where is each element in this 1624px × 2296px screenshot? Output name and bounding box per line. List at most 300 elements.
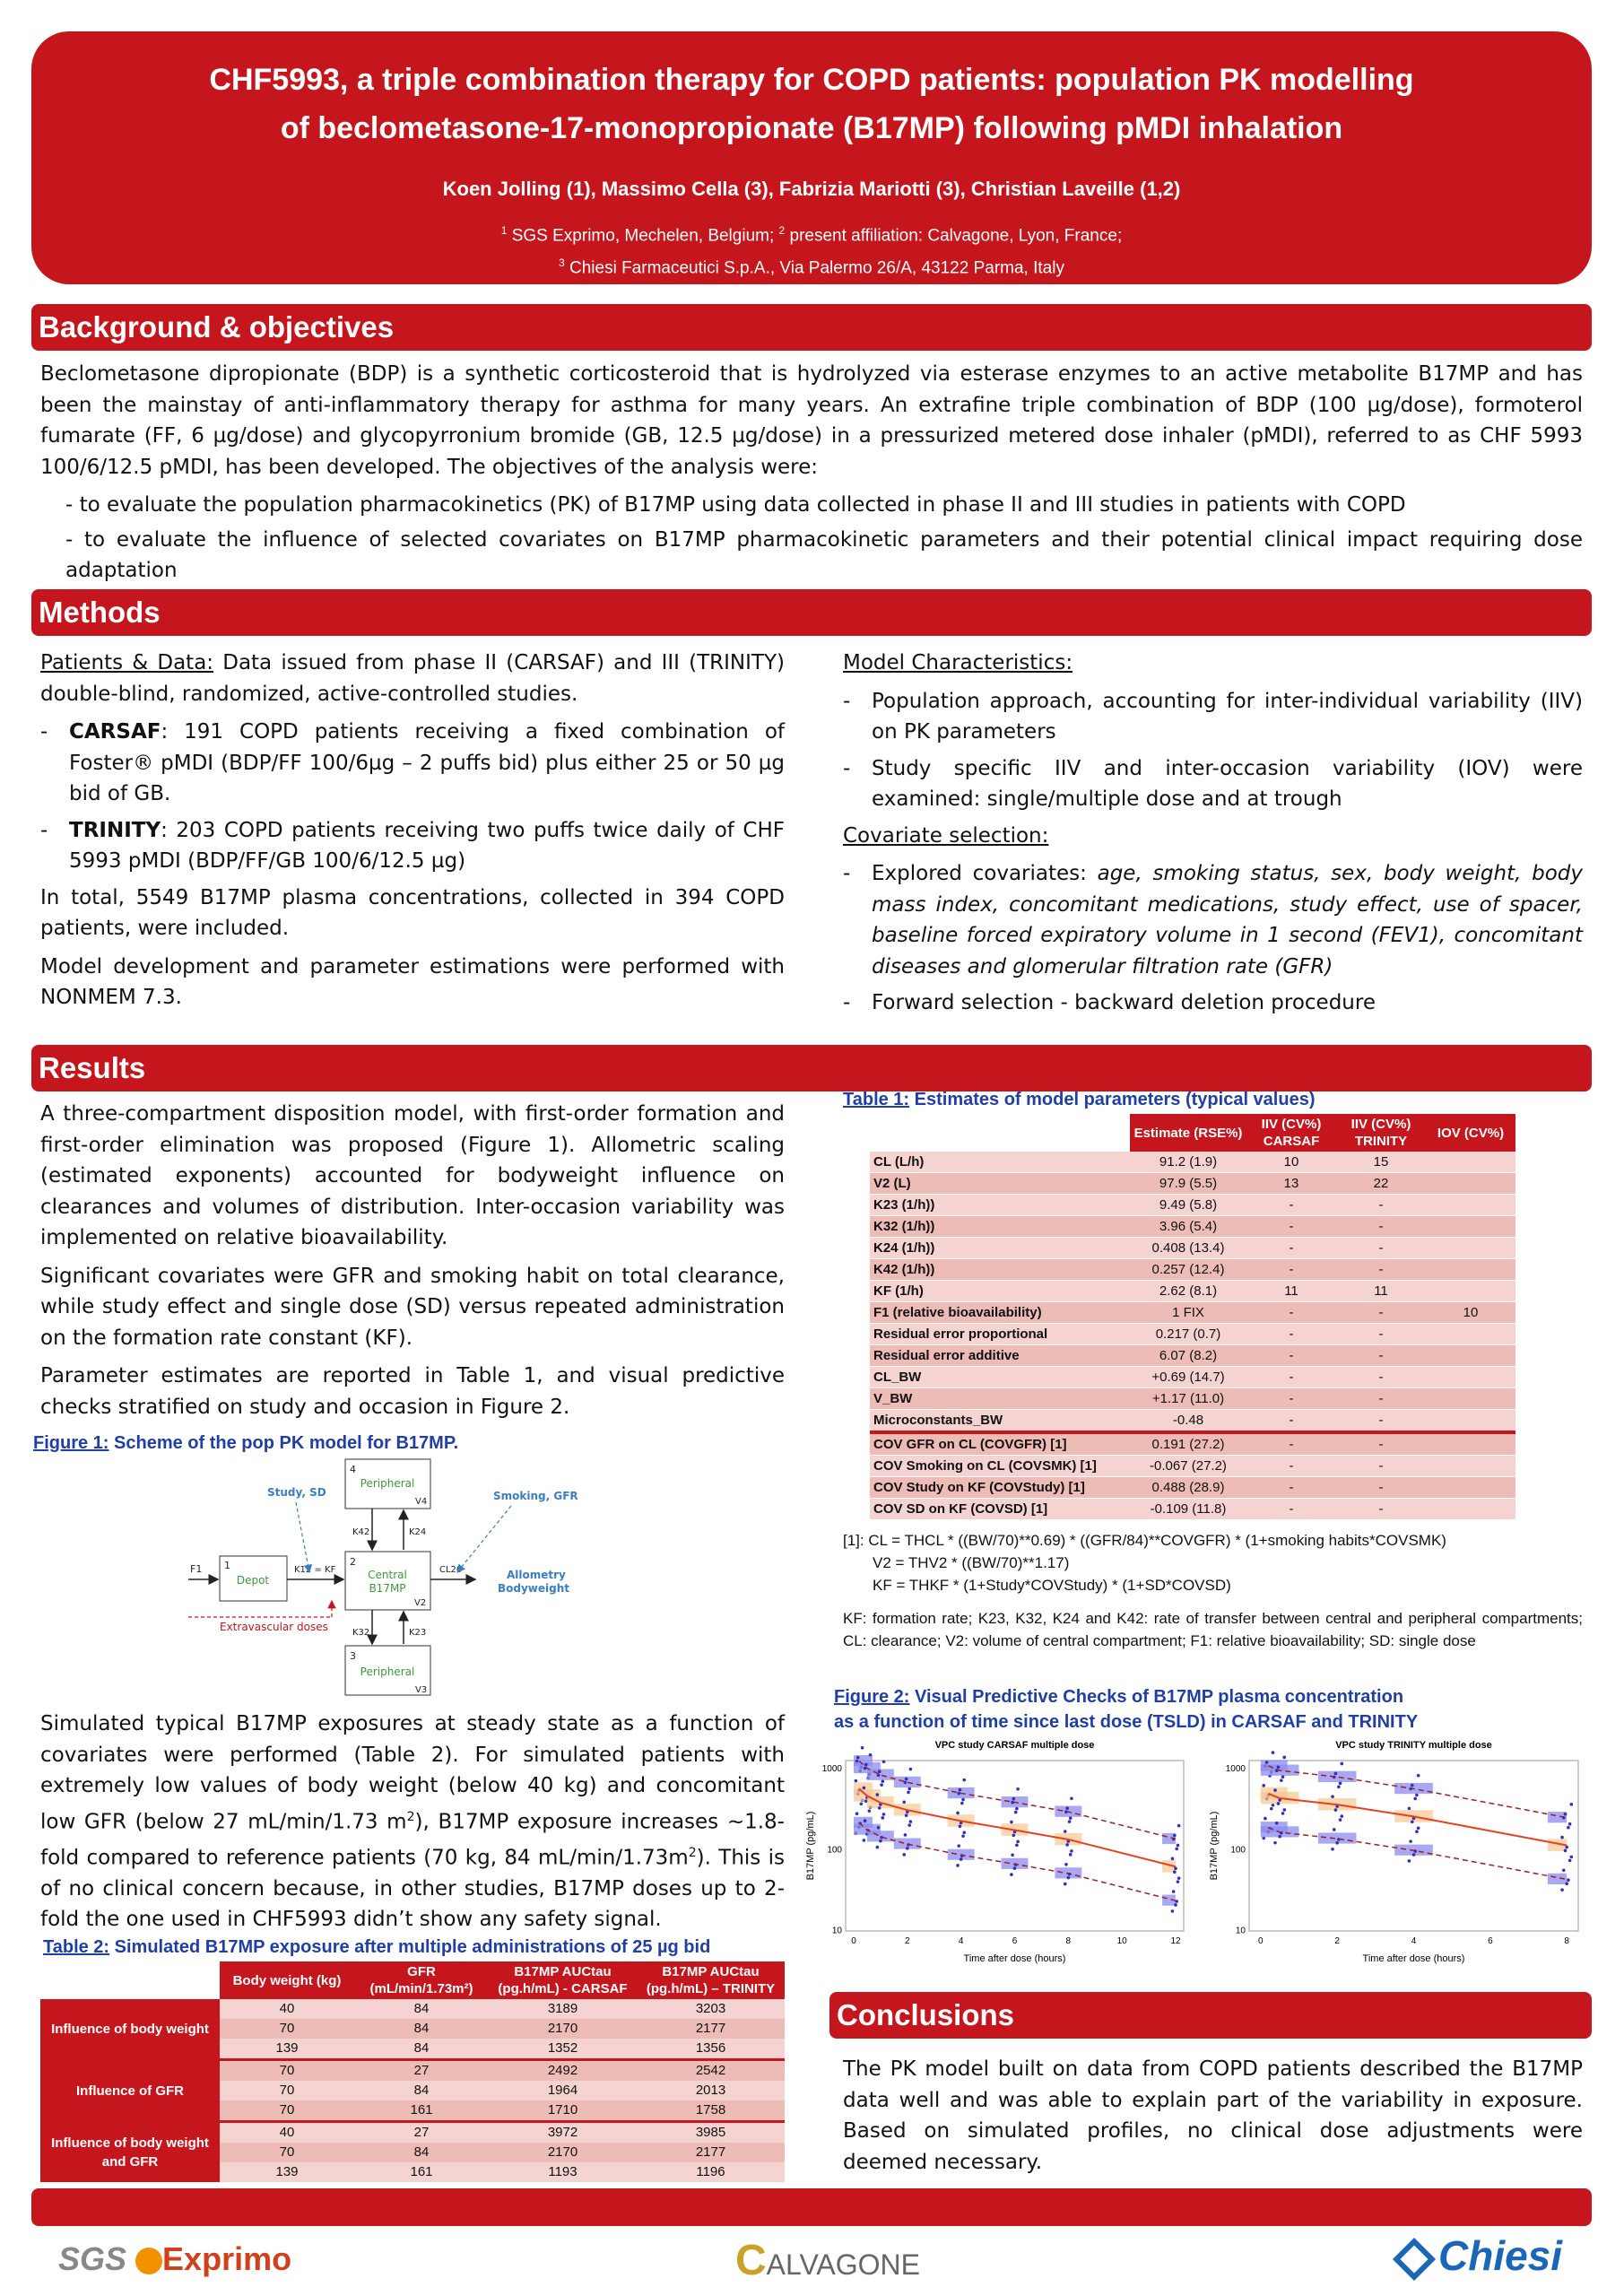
figure1-diagram bbox=[188, 1457, 601, 1700]
table1-cell bbox=[1426, 1388, 1515, 1410]
k23-label: K23 bbox=[409, 1628, 427, 1638]
vpc-observation-point bbox=[1417, 1826, 1420, 1830]
vpc-observation-point bbox=[957, 1792, 960, 1796]
background-heading-bar bbox=[31, 304, 1592, 351]
table1-cell: 0.257 (12.4) bbox=[1130, 1259, 1246, 1281]
table1-row bbox=[870, 1259, 1515, 1281]
results-heading-bar bbox=[31, 1045, 1592, 1091]
table1-cell: COV SD on KF (COVSD) [1] bbox=[870, 1499, 1130, 1520]
calvagone-logo: CALVAGONE bbox=[735, 2237, 920, 2284]
poster-header bbox=[31, 31, 1592, 284]
t2-header: B17MP AUCtau (pg.h/mL) – TRINITY bbox=[637, 1961, 785, 1999]
table1-cell: 22 bbox=[1336, 1173, 1426, 1195]
poster-title: CHF5993, a triple combination therapy for COPD patients: population PK modelling of beclometasone-17-monopropionate (B17MP) following pMDI inhalation bbox=[209, 63, 1414, 145]
table2-cell: 1352 bbox=[489, 2039, 637, 2060]
vpc-upper-band bbox=[1318, 1771, 1357, 1782]
vpc-observation-point bbox=[1262, 1784, 1265, 1787]
vpc-observation-point bbox=[1012, 1797, 1016, 1801]
vpc-observation-point bbox=[879, 1839, 882, 1843]
depot-num: 1 bbox=[224, 1560, 230, 1571]
vpc-title: VPC study TRINITY multiple dose bbox=[1335, 1740, 1492, 1751]
vpc-observation-point bbox=[907, 1791, 910, 1795]
table1-cell: 13 bbox=[1246, 1173, 1336, 1195]
vpc-observation-point bbox=[1011, 1853, 1014, 1857]
t2-header bbox=[40, 1961, 220, 1999]
table1-cell: Microconstants_BW bbox=[870, 1410, 1130, 1433]
table1-cell: - bbox=[1246, 1216, 1336, 1238]
table1-cell: +1.17 (11.0) bbox=[1130, 1388, 1246, 1410]
vpc-observation-point bbox=[1560, 1888, 1564, 1892]
p3-num: 3 bbox=[350, 1650, 356, 1662]
vpc-observation-point bbox=[1408, 1807, 1411, 1811]
vpc-observation-point bbox=[1560, 1836, 1564, 1839]
table1-cell: - bbox=[1336, 1456, 1426, 1477]
vpc-observation-point bbox=[864, 1763, 868, 1767]
vpc-observation-point bbox=[1280, 1779, 1283, 1782]
table1-cell: - bbox=[1246, 1259, 1336, 1281]
table1-cell: 11 bbox=[1246, 1281, 1336, 1302]
table1-cell: 0.408 (13.4) bbox=[1130, 1238, 1246, 1259]
table1-cell: - bbox=[1336, 1367, 1426, 1388]
vpc-x-tick: 8 bbox=[1065, 1936, 1072, 1946]
vpc-observation-point bbox=[904, 1833, 908, 1837]
vpc-observation-point bbox=[1277, 1765, 1281, 1769]
figure2-vpc-carsaf bbox=[803, 1735, 1197, 1987]
table1-cell: COV Smoking on CL (COVSMK) [1] bbox=[870, 1456, 1130, 1477]
t1-header: IIV (CV%) TRINITY bbox=[1336, 1114, 1426, 1152]
vpc-observation-point bbox=[1015, 1807, 1019, 1811]
vpc-observation-point bbox=[1337, 1785, 1341, 1788]
table1-cell: 9.49 (5.8) bbox=[1130, 1195, 1246, 1216]
vpc-observation-point bbox=[1177, 1824, 1181, 1828]
table1-row bbox=[870, 1388, 1515, 1410]
vpc-observation-point bbox=[863, 1787, 866, 1790]
table1-cell: - bbox=[1336, 1238, 1426, 1259]
vpc-observation-point bbox=[1333, 1828, 1336, 1831]
vpc-x-tick: 4 bbox=[1411, 1936, 1417, 1946]
vpc-observation-point bbox=[1411, 1784, 1414, 1787]
vpc-observation-point bbox=[956, 1812, 960, 1815]
table1-row bbox=[870, 1345, 1515, 1367]
table1-cell: 3.96 (5.4) bbox=[1130, 1216, 1246, 1238]
table2-cell: 84 bbox=[354, 2039, 489, 2060]
vpc-observation-point bbox=[1340, 1762, 1343, 1766]
vpc-observation-point bbox=[1172, 1890, 1176, 1893]
vpc-observation-point bbox=[1273, 1788, 1277, 1792]
table1-cell: - bbox=[1246, 1456, 1336, 1477]
table1-cell: - bbox=[1336, 1345, 1426, 1367]
table1-cell bbox=[1426, 1238, 1515, 1259]
vpc-observation-point bbox=[1016, 1840, 1020, 1844]
table1-cell: - bbox=[1336, 1499, 1426, 1520]
table1-cell: - bbox=[1336, 1216, 1426, 1238]
table1-cell: 0.488 (28.9) bbox=[1130, 1477, 1246, 1499]
table1-cell: - bbox=[1246, 1345, 1336, 1367]
vpc-observation-point bbox=[909, 1768, 913, 1771]
table1-caption: Table 1: Estimates of model parameters (typical values) bbox=[843, 1090, 1316, 1109]
cl20-label: CL20 bbox=[439, 1565, 463, 1575]
table1-cell: +0.69 (14.7) bbox=[1130, 1367, 1246, 1388]
table1-cell: 15 bbox=[1336, 1152, 1426, 1173]
vpc-observation-point bbox=[1282, 1808, 1286, 1812]
vpc-observation-point bbox=[1177, 1844, 1180, 1848]
vpc-observation-point bbox=[960, 1857, 963, 1861]
bodyweight-label: Bodyweight bbox=[498, 1582, 570, 1595]
table2-cell: 3985 bbox=[637, 2122, 785, 2144]
vpc-observation-point bbox=[855, 1779, 858, 1783]
table1-cell: Residual error additive bbox=[870, 1345, 1130, 1367]
table1-cell: 1 FIX bbox=[1130, 1302, 1246, 1324]
table1-cell: - bbox=[1246, 1238, 1336, 1259]
vpc-observation-point bbox=[1409, 1839, 1412, 1843]
table2-cell: 161 bbox=[354, 2162, 489, 2182]
vpc-observation-point bbox=[863, 1839, 866, 1842]
vpc-observation-point bbox=[1175, 1848, 1178, 1851]
vpc-observation-point bbox=[1264, 1817, 1267, 1821]
table1 bbox=[870, 1114, 1515, 1520]
v3-label: V3 bbox=[415, 1685, 428, 1695]
table2-cell: 40 bbox=[220, 2122, 354, 2144]
vpc-observation-point bbox=[1177, 1876, 1181, 1880]
allometry-label: Allometry bbox=[507, 1569, 566, 1581]
table1-cell: K23 (1/h)) bbox=[870, 1195, 1130, 1216]
vpc-observation-point bbox=[1340, 1814, 1343, 1818]
table1-cell: 0.217 (0.7) bbox=[1130, 1324, 1246, 1345]
table2-cell: 1710 bbox=[489, 2100, 637, 2122]
vpc-observation-point bbox=[1270, 1807, 1273, 1811]
vpc-observation-point bbox=[1281, 1775, 1285, 1779]
table1-cell: V_BW bbox=[870, 1388, 1130, 1410]
t2-header: B17MP AUCtau (pg.h/mL) - CARSAF bbox=[489, 1961, 637, 1999]
table1-cell bbox=[1426, 1432, 1515, 1456]
table2-cell: 27 bbox=[354, 2060, 489, 2082]
vpc-observation-point bbox=[881, 1816, 884, 1820]
table1-cell: 6.07 (8.2) bbox=[1130, 1345, 1246, 1367]
t1-header bbox=[870, 1114, 1130, 1152]
figure2-caption: Figure 2: Visual Predictive Checks of B17MP plasma concentration as a function of time since last dose (TSLD) in CARSAF and TRINITY bbox=[834, 1687, 1419, 1732]
table1-cell: F1 (relative bioavailability) bbox=[870, 1302, 1130, 1324]
table1-cell: - bbox=[1246, 1499, 1336, 1520]
table2-caption: Table 2: Simulated B17MP exposure after multiple administrations of 25 µg bid bbox=[43, 1937, 711, 1957]
table2-cell: 2013 bbox=[637, 2081, 785, 2100]
vpc-observation-point bbox=[1070, 1849, 1073, 1853]
vpc-observation-point bbox=[1408, 1859, 1411, 1863]
vpc-y-tick: 1000 bbox=[821, 1764, 842, 1774]
vpc-observation-point bbox=[1174, 1903, 1177, 1907]
vpc-x-tick: 0 bbox=[851, 1936, 856, 1946]
vpc-observation-point bbox=[855, 1812, 859, 1815]
vpc-observation-point bbox=[1415, 1830, 1419, 1833]
table1-cell: 10 bbox=[1426, 1302, 1515, 1324]
table1-footnote: KF: formation rate; K23, K32, K24 and K42: rate of transfer between central and peripheral compartments; CL: clearance; V2: volume of central compartment; F1: relative bioavailability; SD: single dose bbox=[843, 1610, 1583, 1649]
table1-cell: - bbox=[1246, 1432, 1336, 1456]
table2-cell: 70 bbox=[220, 2100, 354, 2122]
table2-cell: 2170 bbox=[489, 2019, 637, 2039]
table2-cell: 1758 bbox=[637, 2100, 785, 2122]
vpc-observation-point bbox=[1278, 1835, 1281, 1839]
vpc-y-tick: 1000 bbox=[1225, 1764, 1246, 1774]
vpc-x-label: Time after dose (hours) bbox=[963, 1953, 1066, 1964]
table1-cell: - bbox=[1246, 1195, 1336, 1216]
table1-cell: Residual error proportional bbox=[870, 1324, 1130, 1345]
vpc-observation-point bbox=[1070, 1797, 1073, 1801]
vpc-observation-point bbox=[1273, 1841, 1277, 1845]
k24-label: K24 bbox=[409, 1527, 427, 1537]
sgs-logo: SGS Exprimo bbox=[58, 2240, 292, 2277]
vpc-observation-point bbox=[960, 1802, 964, 1805]
k12-label: K12 = KF bbox=[294, 1565, 336, 1575]
vpc-observation-point bbox=[1568, 1859, 1572, 1863]
table1-cell: 2.62 (8.1) bbox=[1130, 1281, 1246, 1302]
central-label: Central bbox=[368, 1569, 407, 1581]
table1-cell bbox=[1426, 1173, 1515, 1195]
vpc-observation-point bbox=[1562, 1869, 1566, 1873]
affiliations: $^1$ SGS Exprimo, Mechelen, Belgium; $^2$ present affiliation: Calvagone, Lyon, France; $^3$ Chiesi Farmaceutici S.p.A., Via Palermo 26/A, 43122 Parma, Italy bbox=[500, 224, 1123, 278]
vpc-x-tick: 2 bbox=[905, 1936, 910, 1946]
table2 bbox=[40, 1961, 785, 2182]
table2-cell: 2492 bbox=[489, 2060, 637, 2082]
vpc-observation-point bbox=[1069, 1853, 1073, 1857]
study-sd-label: Study, SD bbox=[267, 1486, 326, 1499]
table1-cell bbox=[1426, 1410, 1515, 1433]
vpc-observation-point bbox=[909, 1820, 913, 1823]
table1-cell bbox=[1426, 1259, 1515, 1281]
vpc-y-tick: 10 bbox=[831, 1926, 842, 1936]
table2-cell: 3972 bbox=[489, 2122, 637, 2144]
table1-row bbox=[870, 1410, 1515, 1433]
vpc-observation-point bbox=[1010, 1873, 1013, 1876]
table1-row bbox=[870, 1173, 1515, 1195]
central-b17mp-label: B17MP bbox=[369, 1582, 406, 1595]
methods-left: Patients & Data: Data issued from phase II (CARSAF) and III (TRINITY) double-blind, randomized, active-controlled studies. - CARSAF: 191 COPD patients receiving a fixed combination of Foster® pMDI (BDP/FF 100/6µg – 2 puffs bid) plus either 25 or 50 µg bid of GB. - TRINITY: 203 COPD patients receiving two puffs twice daily of CHF 5993 pMDI (BDP/FF/GB 100/6/12.5 µg) In total, 5549 B17MP plasma concentrations, collected in 394 COPD patients, were included. Model development and parameter estimations were performed with NONMEM 7.3. bbox=[40, 651, 785, 1009]
table2-cell: 3203 bbox=[637, 1999, 785, 2019]
vpc-observation-point bbox=[861, 1746, 864, 1750]
table1-row bbox=[870, 1281, 1515, 1302]
table2-cell: 139 bbox=[220, 2039, 354, 2060]
table1-cell: - bbox=[1246, 1302, 1336, 1324]
table1-cell: V2 (L) bbox=[870, 1173, 1130, 1195]
vpc-observation-point bbox=[1013, 1866, 1017, 1870]
vpc-observation-point bbox=[1335, 1841, 1339, 1845]
vpc-observation-point bbox=[1334, 1772, 1338, 1776]
vpc-observation-point bbox=[876, 1846, 880, 1849]
vpc-observation-point bbox=[1277, 1802, 1281, 1805]
table2-cell: 1964 bbox=[489, 2081, 637, 2100]
table1-cell: - bbox=[1336, 1388, 1426, 1410]
vpc-observation-point bbox=[1570, 1803, 1574, 1806]
table1-row bbox=[870, 1367, 1515, 1388]
vpc-x-label: Time after dose (hours) bbox=[1362, 1953, 1465, 1964]
vpc-x-tick: 6 bbox=[1012, 1936, 1018, 1946]
footer-bar bbox=[31, 2188, 1592, 2226]
vpc-observation-point bbox=[868, 1809, 872, 1813]
table2-cell: 84 bbox=[354, 1999, 489, 2019]
conclusions-heading: Conclusions bbox=[837, 1998, 1015, 2031]
vpc-x-tick: 4 bbox=[958, 1936, 964, 1946]
table1-cell: - bbox=[1336, 1324, 1426, 1345]
chiesi-mark-icon bbox=[1393, 2238, 1436, 2281]
table2-group-label: Influence of GFR bbox=[40, 2060, 220, 2122]
vpc-observation-point bbox=[908, 1823, 911, 1827]
table1-row bbox=[870, 1238, 1515, 1259]
vpc-observation-point bbox=[1411, 1820, 1414, 1823]
table1-cell bbox=[1426, 1477, 1515, 1499]
vpc-observation-point bbox=[959, 1788, 962, 1792]
vpc-observation-point bbox=[962, 1779, 966, 1782]
vpc-observation-point bbox=[1567, 1826, 1570, 1830]
vpc-observation-point bbox=[1339, 1782, 1342, 1786]
table2-row bbox=[40, 1999, 785, 2019]
t2-header: GFR (mL/min/1.73m²) bbox=[354, 1961, 489, 1999]
f1-label: F1 bbox=[190, 1563, 203, 1575]
vpc-observation-point bbox=[902, 1853, 906, 1857]
peripheral3-label: Peripheral bbox=[360, 1665, 415, 1678]
table1-row bbox=[870, 1456, 1515, 1477]
vpc-title: VPC study CARSAF multiple dose bbox=[934, 1740, 1095, 1751]
vpc-observation-point bbox=[1016, 1787, 1020, 1791]
table1-cell: 97.9 (5.5) bbox=[1130, 1173, 1246, 1195]
table2-cell: 161 bbox=[354, 2100, 489, 2122]
t1-header: Estimate (RSE%) bbox=[1130, 1114, 1246, 1152]
background-heading: Background & objectives bbox=[39, 310, 395, 344]
k42-label: K42 bbox=[352, 1527, 370, 1537]
table1-cell: - bbox=[1246, 1410, 1336, 1433]
vpc-observation-point bbox=[1412, 1853, 1416, 1857]
vpc-x-tick: 12 bbox=[1170, 1936, 1181, 1946]
vpc-observation-point bbox=[881, 1779, 884, 1783]
table1-row bbox=[870, 1499, 1515, 1520]
table2-cell: 2177 bbox=[637, 2019, 785, 2039]
vpc-observation-point bbox=[1173, 1834, 1177, 1838]
vpc-observation-point bbox=[961, 1798, 965, 1802]
vpc-observation-point bbox=[1014, 1811, 1018, 1814]
vpc-observation-point bbox=[1171, 1909, 1175, 1913]
table1-row bbox=[870, 1216, 1515, 1238]
table2-cell: 84 bbox=[354, 2019, 489, 2039]
vpc-observation-point bbox=[880, 1783, 883, 1787]
table1-cell bbox=[1426, 1367, 1515, 1388]
table2-cell: 1193 bbox=[489, 2162, 637, 2182]
table2-cell: 3189 bbox=[489, 1999, 637, 2019]
figure2-vpc-trinity bbox=[1206, 1735, 1592, 1987]
vpc-observation-point bbox=[1015, 1844, 1019, 1848]
table1-cell: KF (1/h) bbox=[870, 1281, 1130, 1302]
table1-cell: - bbox=[1246, 1388, 1336, 1410]
vpc-observation-point bbox=[869, 1753, 873, 1757]
vpc-y-tick: 100 bbox=[1230, 1845, 1246, 1856]
t2-header: Body weight (kg) bbox=[220, 1961, 354, 1999]
table2-group-label: Influence of body weight bbox=[40, 1999, 220, 2060]
table2-cell: 1356 bbox=[637, 2039, 785, 2060]
table1-cell bbox=[1426, 1152, 1515, 1173]
vpc-observation-point bbox=[905, 1813, 908, 1817]
table1-cell: COV GFR on CL (COVGFR) [1] bbox=[870, 1432, 1130, 1456]
vpc-observation-point bbox=[905, 1778, 908, 1781]
results-text-top: A three-compartment disposition model, with first-order formation and first-order elimination was proposed (Figure 1). Allometric scaling (estimated exponents) accounted for bodyweight influence on clearances and volumes of distribution. Inter-occasion variability was implemented on relative bioavailability. Significant covariates were GFR and smoking habit on total clearance, while study effect and single dose (SD) versus repeated administration on the formation rate constant (KF). Parameter estimates are reported in Table 1, and visual predictive checks stratified on study and occasion in Figure 2. bbox=[40, 1102, 785, 1419]
vpc-observation-point bbox=[1564, 1813, 1568, 1816]
depot-label: Depot bbox=[236, 1574, 270, 1587]
table2-row bbox=[40, 2060, 785, 2082]
vpc-observation-point bbox=[961, 1834, 965, 1838]
table1-cell: -0.067 (27.2) bbox=[1130, 1456, 1246, 1477]
vpc-observation-point bbox=[1265, 1761, 1269, 1764]
table1-row bbox=[870, 1195, 1515, 1216]
vpc-observation-point bbox=[1065, 1806, 1069, 1810]
table2-cell: 70 bbox=[220, 2143, 354, 2162]
table2-cell: 2170 bbox=[489, 2143, 637, 2162]
table2-cell: 84 bbox=[354, 2143, 489, 2162]
table2-cell: 70 bbox=[220, 2081, 354, 2100]
v2-label: V2 bbox=[414, 1598, 427, 1608]
table2-cell: 1196 bbox=[637, 2162, 785, 2182]
table2-row bbox=[40, 2122, 785, 2144]
table1-cell: - bbox=[1336, 1259, 1426, 1281]
vpc-x-tick: 10 bbox=[1116, 1936, 1127, 1946]
table1-cell: - bbox=[1246, 1477, 1336, 1499]
methods-right: Model Characteristics: - Population approach, accounting for inter-individual variability (IIV) on PK parameters - Study specific IIV and inter-occasion variability (IOV) were examined: single/multiple dose and at trough Covariate selection: - Explored covariates: age, smoking status, sex, body weight, body mass index, concomitant medications, study effect, use of spacer, baseline forced expiratory volume in 1 second (FEV1), concomitant diseases and glomerular filtration rate (GFR) - Forward selection - backward deletion procedure bbox=[843, 651, 1584, 1014]
vpc-observation-point bbox=[1415, 1794, 1419, 1797]
table1-cell: - bbox=[1246, 1324, 1336, 1345]
table1-cell: -0.48 bbox=[1130, 1410, 1246, 1433]
table1-cell: 91.2 (1.9) bbox=[1130, 1152, 1246, 1173]
vpc-observation-point bbox=[1174, 1866, 1177, 1870]
vpc-observation-point bbox=[908, 1787, 911, 1791]
extravascular-label: Extravascular doses bbox=[220, 1621, 328, 1633]
table1-cell: - bbox=[1336, 1410, 1426, 1433]
table1-cell bbox=[1426, 1216, 1515, 1238]
table2-cell: 2177 bbox=[637, 2143, 785, 2162]
table1-cell: - bbox=[1336, 1302, 1426, 1324]
table2-cell: 40 bbox=[220, 1999, 354, 2019]
vpc-observation-point bbox=[1331, 1848, 1334, 1851]
table1-row bbox=[870, 1432, 1515, 1456]
p4-num: 4 bbox=[350, 1464, 356, 1475]
smoking-gfr-label: Smoking, GFR bbox=[493, 1490, 578, 1502]
vpc-observation-point bbox=[1272, 1804, 1275, 1807]
table1-cell: -0.109 (11.8) bbox=[1130, 1499, 1246, 1520]
table2-group-label: Influence of body weight and GFR bbox=[40, 2122, 220, 2183]
vpc-observation-point bbox=[1281, 1812, 1285, 1815]
table1-cell: COV Study on KF (COVStudy) [1] bbox=[870, 1477, 1130, 1499]
results-text-bottom: Simulated typical B17MP exposures at steady state as a function of covariates were performed (Table 2). For simulated patients with extremely low values of body weight (below 40 kg) and concomitant low GFR (below 27 mL/min/1.73 $m^2$), B17MP exposure increases ~1.8-fold compared to reference patients (70 kg, 84 $mL/\min/1.73m^2$). This is of no clinical concern because, in other studies, B17MP doses up to 2-fold the one used in CHF5993 didn’t show any safety signal. bbox=[40, 1712, 785, 1932]
table1-cell: CL (L/h) bbox=[870, 1152, 1130, 1173]
vpc-y-tick: 10 bbox=[1235, 1926, 1246, 1936]
vpc-observation-point bbox=[962, 1831, 966, 1834]
table1-cell: K24 (1/h)) bbox=[870, 1238, 1130, 1259]
vpc-observation-point bbox=[1564, 1849, 1568, 1853]
vpc-observation-point bbox=[1567, 1878, 1570, 1882]
vpc-observation-point bbox=[1069, 1816, 1073, 1820]
vpc-observation-point bbox=[959, 1825, 962, 1829]
vpc-observation-point bbox=[1568, 1822, 1572, 1826]
exprimo-mark-icon bbox=[135, 2248, 162, 2274]
results-heading: Results bbox=[39, 1051, 146, 1084]
table2-cell: 139 bbox=[220, 2162, 354, 2182]
vpc-observation-point bbox=[1012, 1834, 1016, 1838]
vpc-observation-point bbox=[882, 1813, 886, 1816]
table2-cell: 70 bbox=[220, 2019, 354, 2039]
vpc-observation-point bbox=[957, 1844, 960, 1848]
vpc-observation-point bbox=[856, 1756, 860, 1760]
table1-cell bbox=[1426, 1345, 1515, 1367]
peripheral4-label: Peripheral bbox=[360, 1477, 415, 1490]
vpc-observation-point bbox=[1010, 1821, 1013, 1824]
t1-header: IOV (CV%) bbox=[1426, 1114, 1515, 1152]
table2-cell: 70 bbox=[220, 2060, 354, 2082]
table1-row bbox=[870, 1152, 1515, 1173]
table1-row bbox=[870, 1477, 1515, 1499]
vpc-observation-point bbox=[1565, 1882, 1568, 1885]
